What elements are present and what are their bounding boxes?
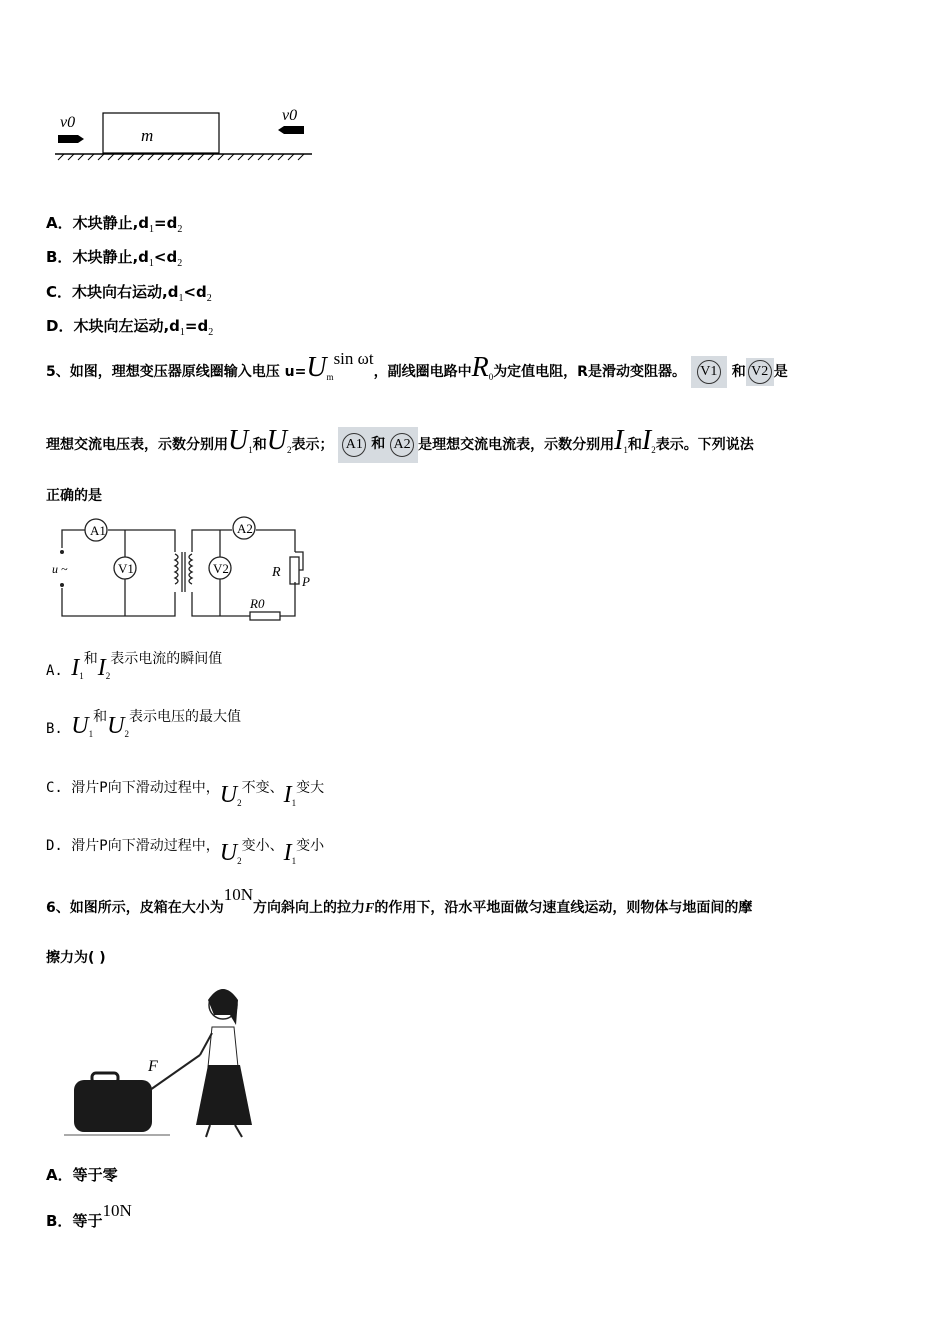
q5-text: ，副线圈电路中 (373, 364, 472, 380)
v0-right-label: v0 (282, 107, 298, 124)
q5-text: 为定值电阻，R是滑动变阻器。 (493, 364, 686, 380)
q5-text: 和 (627, 437, 642, 453)
a1-meter-label: A1 (90, 523, 106, 538)
option-text: 变小、 (241, 838, 284, 854)
option-text: 木块静止,d (72, 214, 150, 232)
a1-icon: A1 (342, 433, 366, 457)
q6-stem-line1 (46, 885, 753, 917)
q5-text: 表示。下列说法 (655, 437, 754, 453)
q6-option-b[interactable] (46, 1201, 132, 1231)
option-text: 木块向右运动,d (72, 283, 179, 301)
q6-option-a[interactable] (46, 1164, 118, 1185)
option-label: A. (46, 663, 63, 679)
math-sinwt: sin ωt (333, 349, 374, 368)
q4-option-b[interactable]: B．木块静止$,d_1<d_2$ (46, 248, 183, 269)
q5-option-c[interactable]: C. 滑片P向下滑动过程中，$U_2$不变、$I_1$变大 (46, 780, 325, 808)
q5-text: 是理想交流电流表，示数分别用 (418, 437, 615, 453)
v2-meter-label: V2 (213, 561, 229, 576)
rheostat-label: R (272, 565, 281, 580)
a2-icon: A2 (390, 433, 414, 457)
option-label: C. (46, 780, 63, 796)
option-text: 变大 (296, 780, 325, 796)
q5-text: 和 (252, 437, 267, 453)
mass-label: m (141, 126, 154, 145)
q6-text: 的作用下，沿水平地面做匀速直线运动，则物体与地面间的摩 (374, 900, 753, 916)
option-tail: <d (183, 283, 207, 301)
option-label: B． (46, 248, 73, 266)
bullet-right-icon (278, 126, 304, 134)
q6-stem-line2: 擦力为( ) (46, 950, 106, 966)
math-U: U (266, 425, 287, 456)
option-text: 和 (93, 709, 108, 725)
math-I: I (641, 425, 652, 456)
option-text: 木块向左运动,d (73, 317, 180, 335)
q5-text: 理想交流电压表，示数分别用 (46, 437, 228, 453)
a2-meter-label: A2 (237, 521, 253, 536)
force-value: 10N (223, 885, 254, 904)
q5-option-b[interactable]: B. $U_1$和$U_2$表示电压的最大值 (46, 709, 241, 739)
math-sub: 2 (286, 445, 292, 455)
option-label: A． (46, 214, 73, 232)
q6-text: 6、如图所示，皮箱在大小为 (46, 900, 224, 916)
option-text: 等于 (72, 1212, 103, 1230)
q4-option-a[interactable]: A．木块静止$,d_1=d_2$ (46, 214, 183, 235)
v1-icon: V1 (697, 360, 721, 384)
block-figure (50, 105, 320, 165)
figure-force-label: F (148, 1058, 158, 1075)
option-label: B． (46, 1212, 73, 1230)
v1-meter-label: V1 (118, 561, 134, 576)
transformer-circuit-figure (50, 512, 320, 624)
math-sub: 2 (651, 445, 656, 455)
option-text: 滑片P向下滑动过程中， (71, 838, 220, 854)
q5-stem-line3: 正确的是 (46, 488, 102, 504)
voltmeter-v1-image (691, 356, 727, 388)
q5-stem-line1 (46, 349, 788, 388)
q4-option-d[interactable]: D．木块向左运动$,d_1=d_2$ (46, 317, 214, 338)
option-text: 木块静止,d (72, 248, 149, 266)
math-sub: 1 (248, 445, 253, 455)
option-label: C． (46, 283, 73, 301)
v0-left-label: v0 (60, 114, 76, 131)
q5-text: 表示； (291, 437, 334, 453)
ammeter-image (338, 427, 418, 463)
option-tail: =d (184, 317, 209, 335)
option-value: 10N (102, 1201, 132, 1220)
force-symbol: F (365, 901, 375, 916)
option-tail: <d (153, 248, 178, 266)
option-tail: =d (154, 214, 178, 232)
q5-option-d[interactable]: D. 滑片P向下滑动过程中，$U_2$变小、$I_1$变小 (46, 838, 325, 866)
q5-text: 和 (731, 364, 746, 380)
option-text: 滑片P向下滑动过程中， (71, 780, 220, 796)
q5-text: 和 (371, 436, 386, 452)
source-label: u ~ (52, 562, 68, 576)
math-U: U (228, 425, 249, 456)
option-text: 表示电压的最大值 (128, 709, 241, 725)
math-sub: 1 (623, 445, 628, 455)
math-R: R (471, 352, 489, 383)
v2-icon: V2 (748, 360, 772, 384)
option-text: 不变、 (241, 780, 284, 796)
option-label: D. (46, 838, 63, 854)
bullet-left-icon (58, 135, 84, 143)
option-label: A． (46, 1166, 73, 1184)
suitcase-girl-figure (60, 985, 260, 1145)
voltmeter-v2-image (746, 358, 774, 386)
q5-stem-line2 (46, 425, 754, 463)
math-sub: 0 (488, 372, 494, 382)
math-U: U (306, 352, 327, 383)
q6-text: 方向斜向上的拉力 (253, 900, 366, 916)
option-text: 变小 (296, 838, 325, 854)
option-label: D． (46, 317, 74, 335)
q5-option-a[interactable]: A. $I_1$和$I_2$表示电流的瞬间值 (46, 651, 223, 681)
option-text: 等于零 (72, 1166, 118, 1184)
math-I: I (614, 425, 624, 456)
option-text: 和 (83, 651, 98, 667)
math-sub: m (326, 372, 334, 382)
q4-option-c[interactable]: C．木块向右运动$,d_1<d_2$ (46, 283, 212, 304)
q5-text: 5、如图，理想变压器原线圈输入电压 u= (46, 364, 307, 380)
slider-label: P (302, 574, 310, 589)
option-label: B. (46, 721, 63, 737)
q5-text: 是 (773, 364, 788, 380)
option-text: 表示电流的瞬间值 (110, 651, 223, 667)
r0-label: R0 (250, 596, 265, 611)
